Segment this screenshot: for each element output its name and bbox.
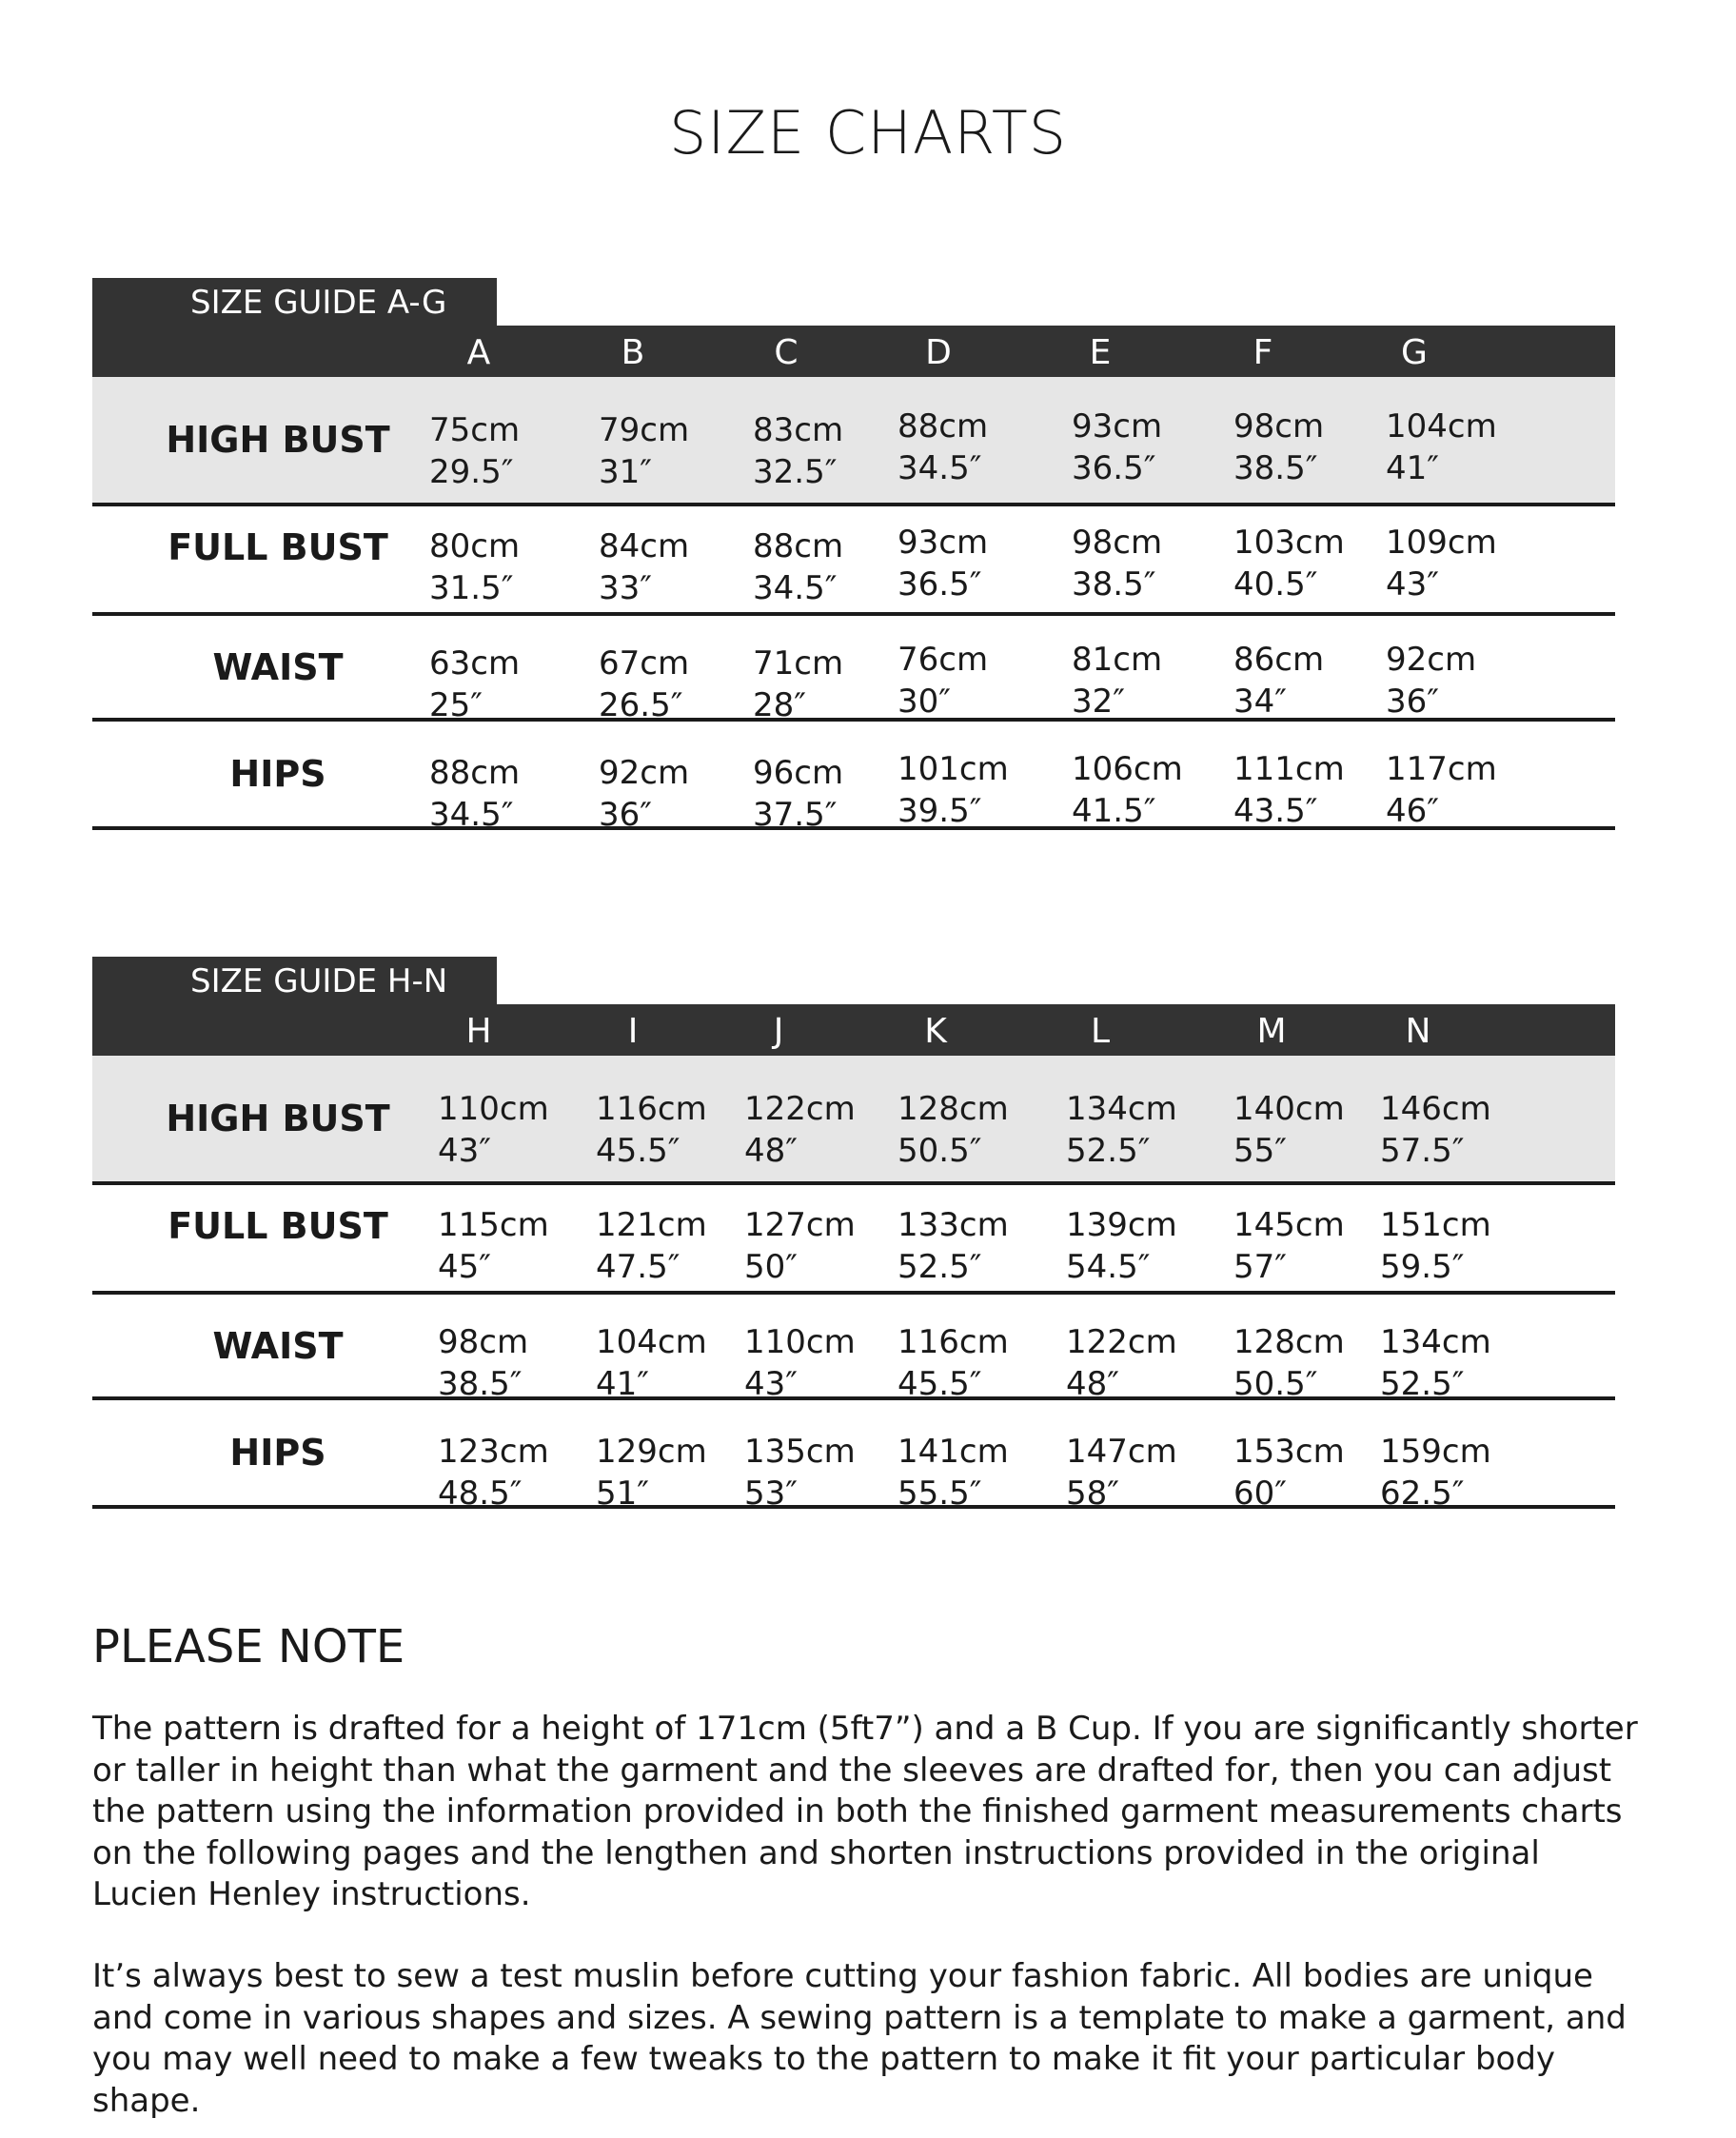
measurement-cell [1233, 522, 1345, 605]
measurement-cell [753, 525, 843, 609]
inch-value: 55.5″ [898, 1475, 982, 1513]
cm-value: 111cm [1233, 750, 1345, 788]
measurement-cell [438, 1431, 549, 1514]
cm-value: 110cm [438, 1090, 549, 1128]
measurement-cell [898, 639, 988, 723]
size-column-header: D [925, 333, 952, 372]
measurement-cell [898, 1204, 1009, 1288]
cm-value: 98cm [1072, 524, 1163, 562]
size-header-row [92, 326, 1615, 377]
cm-value: 106cm [1072, 750, 1183, 788]
cm-value: 134cm [1066, 1090, 1177, 1128]
measurement-cell [438, 1321, 528, 1405]
row-label: HIPS [229, 1432, 326, 1474]
size-column-header: N [1405, 1012, 1431, 1051]
inch-value: 32.5″ [753, 453, 838, 491]
measurement-cell [1233, 639, 1324, 723]
measurement-cell [429, 643, 520, 726]
inch-value: 51″ [596, 1475, 649, 1513]
cm-value: 98cm [1233, 407, 1325, 445]
cm-value: 86cm [1233, 641, 1325, 679]
size-column-header: L [1090, 1012, 1111, 1051]
inch-value: 55″ [1233, 1132, 1287, 1170]
measurement-cell [429, 752, 520, 836]
measurement-cell [753, 409, 843, 493]
cm-value: 75cm [429, 411, 521, 449]
note-paragraph-2: It’s always best to sew a test muslin before cutting your fashion fabric. All bodies are unique and come in various shapes and sizes. A sewing pattern is a template to make a garment, and you may well need to make a few tweaks to the pattern to make it fit your particular body shape. [92, 1957, 1627, 2120]
measurement-cell [1072, 639, 1162, 723]
inch-value: 30″ [898, 683, 951, 721]
measurement-cell [1233, 406, 1324, 489]
cm-value: 129cm [596, 1433, 707, 1471]
measurement-row [92, 616, 1615, 722]
measurement-row [92, 377, 1615, 506]
inch-value: 40.5″ [1233, 565, 1318, 604]
inch-value: 58″ [1066, 1475, 1119, 1513]
measurement-cell [1233, 1431, 1345, 1514]
measurement-cell [1386, 522, 1497, 605]
cm-value: 134cm [1380, 1323, 1491, 1361]
inch-value: 46″ [1386, 792, 1439, 830]
cm-value: 127cm [744, 1206, 856, 1244]
inch-value: 34.5″ [753, 569, 838, 607]
measurement-cell [744, 1204, 856, 1288]
inch-value: 48″ [1066, 1365, 1119, 1403]
measurement-cell [1066, 1088, 1177, 1172]
measurement-cell [744, 1431, 856, 1514]
measurement-cell [599, 643, 689, 726]
measurement-row [92, 1185, 1615, 1295]
cm-value: 115cm [438, 1206, 549, 1244]
measurement-row [92, 1400, 1615, 1513]
cm-value: 71cm [753, 644, 844, 683]
inch-value: 47.5″ [596, 1248, 681, 1286]
size-column-header: A [466, 333, 491, 372]
inch-value: 34.5″ [898, 449, 982, 487]
measurement-cell [438, 1204, 549, 1288]
measurement-cell [1380, 1088, 1491, 1172]
inch-value: 33″ [599, 569, 652, 607]
inch-value: 28″ [753, 686, 806, 724]
measurement-cell [429, 525, 520, 609]
measurement-cell [1066, 1431, 1177, 1514]
measurement-cell [1386, 639, 1476, 723]
inch-value: 45.5″ [898, 1365, 982, 1403]
cm-value: 93cm [1072, 407, 1163, 445]
cm-value: 141cm [898, 1433, 1009, 1471]
inch-value: 43″ [438, 1132, 491, 1170]
cm-value: 117cm [1386, 750, 1497, 788]
inch-value: 29.5″ [429, 453, 514, 491]
measurement-cell [753, 752, 843, 836]
measurement-cell [898, 522, 988, 605]
inch-value: 34″ [1233, 683, 1287, 721]
cm-value: 88cm [898, 407, 989, 445]
measurement-cell [898, 1431, 1009, 1514]
cm-value: 116cm [898, 1323, 1009, 1361]
cm-value: 103cm [1233, 524, 1345, 562]
cm-value: 128cm [898, 1090, 1009, 1128]
row-label: HIGH BUST [166, 419, 390, 461]
cm-value: 96cm [753, 754, 844, 792]
inch-value: 48.5″ [438, 1475, 523, 1513]
inch-value: 41.5″ [1072, 792, 1156, 830]
inch-value: 45″ [438, 1248, 491, 1286]
row-label: HIGH BUST [166, 1098, 390, 1139]
measurement-cell [599, 752, 689, 836]
inch-value: 43″ [744, 1365, 798, 1403]
inch-value: 50″ [744, 1248, 798, 1286]
inch-value: 36.5″ [898, 565, 982, 604]
measurement-cell [1072, 522, 1162, 605]
cm-value: 133cm [898, 1206, 1009, 1244]
cm-value: 80cm [429, 527, 521, 565]
cm-value: 116cm [596, 1090, 707, 1128]
row-label: FULL BUST [168, 1204, 388, 1247]
inch-value: 59.5″ [1380, 1248, 1465, 1286]
measurement-row [92, 506, 1615, 616]
please-note-heading: PLEASE NOTE [92, 1620, 405, 1673]
inch-value: 41″ [596, 1365, 649, 1403]
table-tab-label: SIZE GUIDE A-G [92, 278, 497, 327]
inch-value: 31″ [599, 453, 652, 491]
inch-value: 34.5″ [429, 796, 514, 834]
size-column-header: F [1253, 333, 1273, 372]
page-title: SIZE CHARTS [668, 98, 1068, 168]
inch-value: 50.5″ [898, 1132, 982, 1170]
inch-value: 52.5″ [1066, 1132, 1151, 1170]
inch-value: 26.5″ [599, 686, 683, 724]
measurement-cell [596, 1321, 707, 1405]
cm-value: 151cm [1380, 1206, 1491, 1244]
cm-value: 139cm [1066, 1206, 1177, 1244]
cm-value: 122cm [744, 1090, 856, 1128]
measurement-cell [1233, 1321, 1345, 1405]
inch-value: 36.5″ [1072, 449, 1156, 487]
size-header-row [92, 1004, 1615, 1056]
size-column-header: G [1401, 333, 1428, 372]
inch-value: 38.5″ [1233, 449, 1318, 487]
measurement-row [92, 1295, 1615, 1403]
inch-value: 53″ [744, 1475, 798, 1513]
inch-value: 62.5″ [1380, 1475, 1465, 1513]
measurement-cell [1386, 748, 1497, 832]
note-paragraph-1: The pattern is drafted for a height of 171cm (5ft7”) and a B Cup. If you are significantly shorter or taller in height than what the garment and the sleeves are drafted for, then you can adjust the pattern using the information provided in both the finished garment measurements charts on the following pages and the lengthen and shorten instructions provided in the original Lucien Henley instructions. [92, 1710, 1638, 1913]
cm-value: 146cm [1380, 1090, 1491, 1128]
measurement-cell [1072, 748, 1183, 832]
cm-value: 104cm [1386, 407, 1497, 445]
measurement-cell [898, 1088, 1009, 1172]
measurement-cell [438, 1088, 549, 1172]
size-column-header: I [627, 1012, 639, 1051]
row-label: WAIST [212, 645, 344, 688]
measurement-cell [744, 1321, 856, 1405]
size-column-header: B [621, 333, 645, 372]
measurement-cell [596, 1204, 707, 1288]
inch-value: 54.5″ [1066, 1248, 1151, 1286]
cm-value: 145cm [1233, 1206, 1345, 1244]
inch-value: 36″ [1386, 683, 1439, 721]
cm-value: 101cm [898, 750, 1009, 788]
measurement-cell [1066, 1321, 1177, 1405]
measurement-cell [429, 409, 520, 493]
table-tab-label: SIZE GUIDE H-N [92, 957, 497, 1006]
measurement-cell [1066, 1204, 1177, 1288]
cm-value: 92cm [1386, 641, 1477, 679]
inch-value: 57″ [1233, 1248, 1287, 1286]
cm-value: 92cm [599, 754, 690, 792]
row-label: WAIST [212, 1324, 344, 1367]
measurement-cell [744, 1088, 856, 1172]
cm-value: 98cm [438, 1323, 529, 1361]
inch-value: 52.5″ [1380, 1365, 1465, 1403]
inch-value: 38.5″ [1072, 565, 1156, 604]
row-label: FULL BUST [168, 525, 388, 568]
measurement-cell [599, 409, 689, 493]
measurement-cell [898, 406, 988, 489]
inch-value: 38.5″ [438, 1365, 523, 1403]
measurement-cell [1233, 748, 1345, 832]
inch-value: 32″ [1072, 683, 1125, 721]
inch-value: 37.5″ [753, 796, 838, 834]
inch-value: 41″ [1386, 449, 1439, 487]
inch-value: 57.5″ [1380, 1132, 1465, 1170]
cm-value: 135cm [744, 1433, 856, 1471]
measurement-cell [1380, 1431, 1491, 1514]
measurement-cell [1233, 1204, 1345, 1288]
inch-value: 25″ [429, 686, 483, 724]
measurement-cell [1233, 1088, 1345, 1172]
inch-value: 52.5″ [898, 1248, 982, 1286]
inch-value: 50.5″ [1233, 1365, 1318, 1403]
size-column-header: H [465, 1012, 492, 1051]
inch-value: 43″ [1386, 565, 1439, 604]
cm-value: 153cm [1233, 1433, 1345, 1471]
inch-value: 60″ [1233, 1475, 1287, 1513]
measurement-row [92, 722, 1615, 834]
size-column-header: M [1256, 1012, 1287, 1051]
cm-value: 88cm [753, 527, 844, 565]
cm-value: 76cm [898, 641, 989, 679]
cm-value: 110cm [744, 1323, 856, 1361]
measurement-cell [596, 1431, 707, 1514]
cm-value: 123cm [438, 1433, 549, 1471]
inch-value: 36″ [599, 796, 652, 834]
cm-value: 159cm [1380, 1433, 1491, 1471]
cm-value: 128cm [1233, 1323, 1345, 1361]
inch-value: 39.5″ [898, 792, 982, 830]
cm-value: 88cm [429, 754, 521, 792]
inch-value: 31.5″ [429, 569, 514, 607]
measurement-cell [898, 748, 1009, 832]
cm-value: 84cm [599, 527, 690, 565]
measurement-cell [599, 525, 689, 609]
cm-value: 122cm [1066, 1323, 1177, 1361]
measurement-cell [898, 1321, 1009, 1405]
size-column-header: J [773, 1012, 784, 1051]
cm-value: 93cm [898, 524, 989, 562]
cm-value: 63cm [429, 644, 521, 683]
measurement-cell [1386, 406, 1497, 489]
measurement-row [92, 1056, 1615, 1185]
size-column-header: E [1089, 333, 1112, 372]
row-label: HIPS [229, 753, 326, 795]
cm-value: 81cm [1072, 641, 1163, 679]
inch-value: 48″ [744, 1132, 798, 1170]
cm-value: 83cm [753, 411, 844, 449]
inch-value: 45.5″ [596, 1132, 681, 1170]
inch-value: 43.5″ [1233, 792, 1318, 830]
measurement-cell [596, 1088, 707, 1172]
cm-value: 140cm [1233, 1090, 1345, 1128]
size-column-header: K [924, 1012, 947, 1051]
cm-value: 109cm [1386, 524, 1497, 562]
measurement-cell [1380, 1204, 1491, 1288]
measurement-cell [1380, 1321, 1491, 1405]
cm-value: 104cm [596, 1323, 707, 1361]
measurement-cell [753, 643, 843, 726]
measurement-cell [1072, 406, 1162, 489]
cm-value: 79cm [599, 411, 690, 449]
cm-value: 67cm [599, 644, 690, 683]
cm-value: 121cm [596, 1206, 707, 1244]
cm-value: 147cm [1066, 1433, 1177, 1471]
size-column-header: C [774, 333, 799, 372]
